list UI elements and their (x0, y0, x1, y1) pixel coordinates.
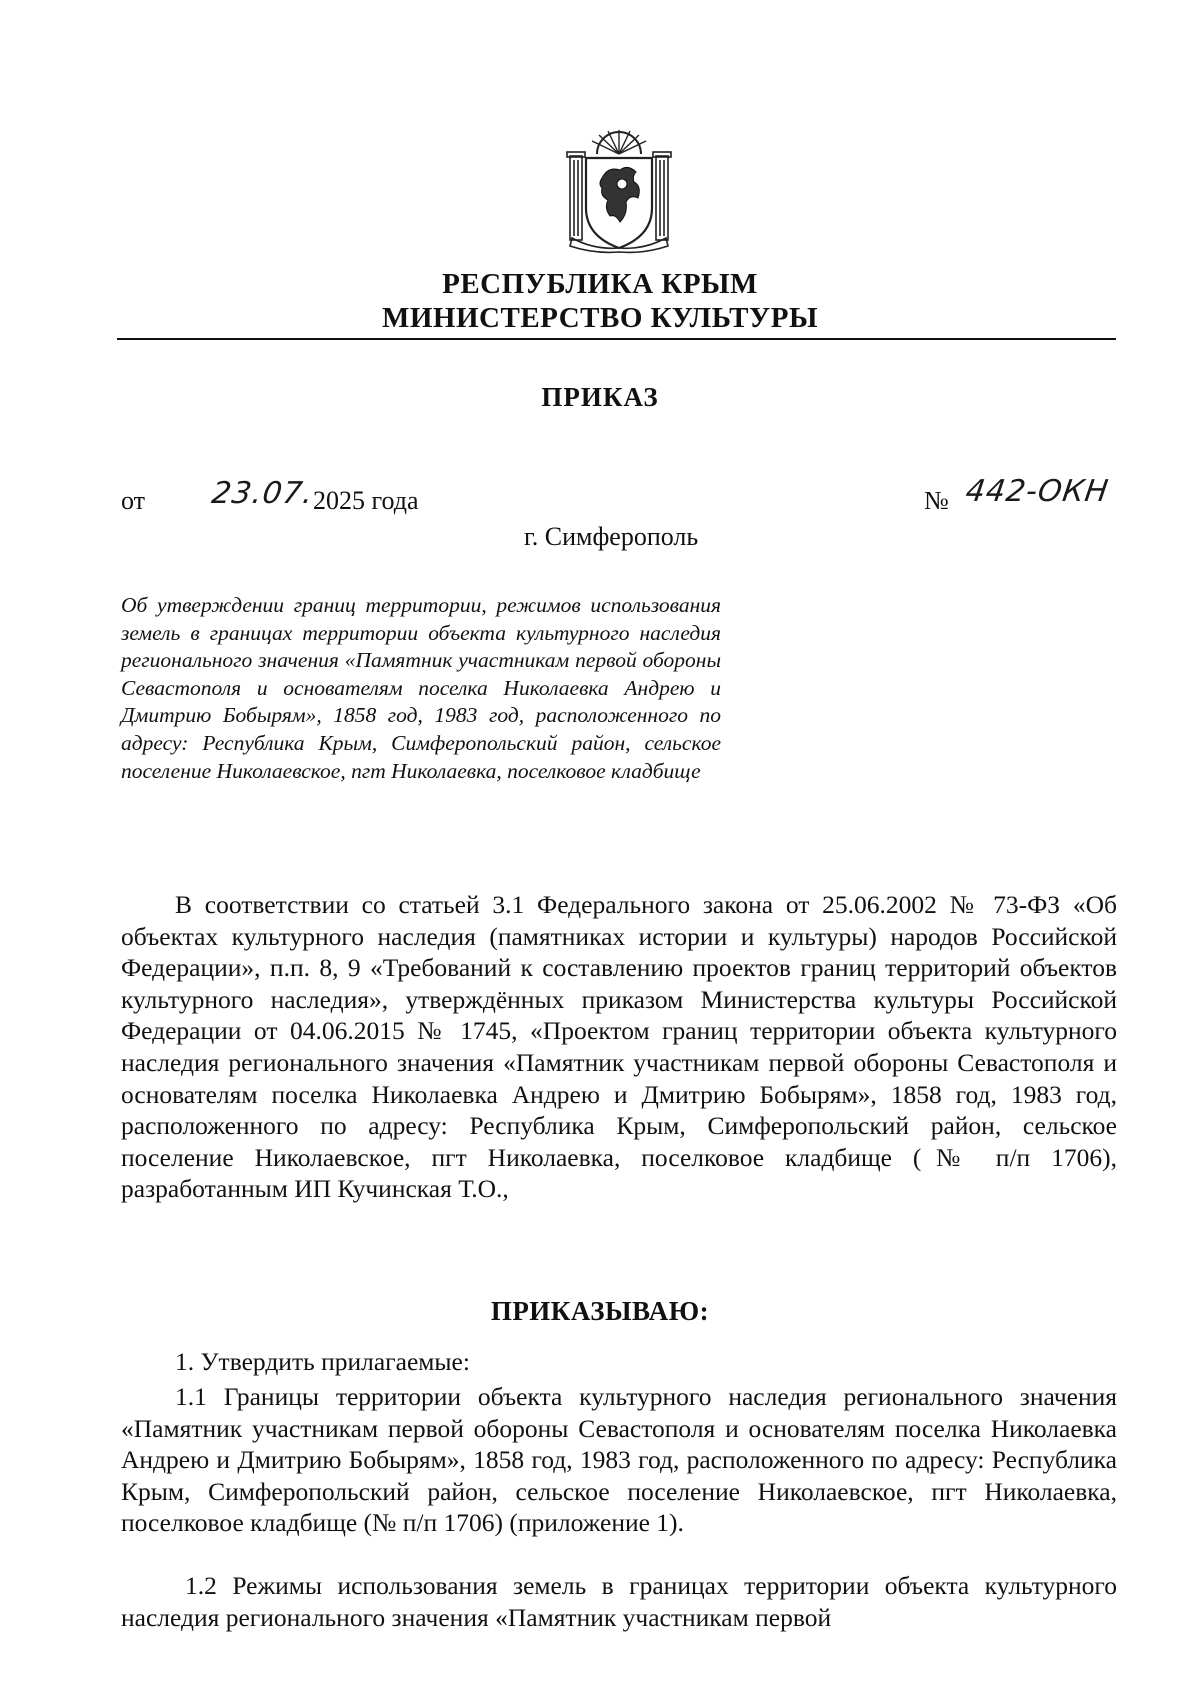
handwritten-number: 442-ОКН (963, 474, 1112, 509)
header-divider (117, 338, 1116, 340)
preamble-paragraph: В соответствии со статьей 3.1 Федерального закона от 25.06.2002 № 73-ФЗ «Об объектах культурного наследия (памятниках истории и культуры) народов Российской Федерации», п.п. 8, 9 «Требований к составлению проектов границ территорий объектов культурного наследия», утверждённых приказом Министерства культуры Российской Федерации от 04.06.2015 № 1745, «Проектом границ территории объекта культурного наследия регионального значения «Памятник участникам первой обороны Севастополя и основателям поселка Николаевка Андрею и Дмитрию Бобырям», 1858 год, 1983 год, расположенного по адресу: Республика Крым, Симферопольский район, сельское поселение Николаевское, пгт Николаевка, поселковое кладбище (№ п/п 1706), разработанным ИП Кучинская Т.О., (121, 890, 1117, 1204)
item-1: 1. Утвердить прилагаемые: (175, 1347, 470, 1376)
order-heading: ПРИКАЗЫВАЮ: (490, 1296, 710, 1326)
date-year: 2025 года (313, 486, 419, 515)
handwritten-date: 23.07. (209, 476, 316, 511)
item-1-1: 1.1 Границы территории объекта культурного наследия регионального значения «Памятник участникам первой обороны Севастополя и основателям поселка Николаевка Андрею и Дмитрию Бобырям», 1858 год, 1983 год, расположенного по адресу: Республика Крым, Симферопольский район, сельское поселение Николаевское, пгт Николаевка, поселковое кладбище (№ п/п 1706) (приложение 1). (121, 1382, 1117, 1538)
document-type: ПРИКАЗ (541, 382, 659, 412)
number-label: № (924, 486, 949, 515)
crimea-coat-of-arms-icon (564, 126, 674, 254)
order-subject: Об утверждении границ территории, режимов использования земель в границах территории объекта культурного наследия регионального значения «Памятник участникам первой обороны Севастополя и основателям поселка Николаевка Андрею и Дмитрию Бобырям», 1858 год, 1983 год, расположенного по адресу: Республика Крым, Симферопольский район, сельское поселение Николаевское, пгт Николаевка, поселковое кладбище (121, 593, 721, 783)
org-name-line2: МИНИСТЕРСТВО КУЛЬТУРЫ (382, 302, 818, 334)
city: г. Симферополь (524, 522, 699, 551)
org-name-line1: РЕСПУБЛИКА КРЫМ (442, 268, 758, 300)
date-label: от (121, 486, 146, 515)
item-1-2: 1.2 Режимы использования земель в границах территории объекта культурного наследия регионального значения «Памятник участникам первой (121, 1571, 1117, 1632)
